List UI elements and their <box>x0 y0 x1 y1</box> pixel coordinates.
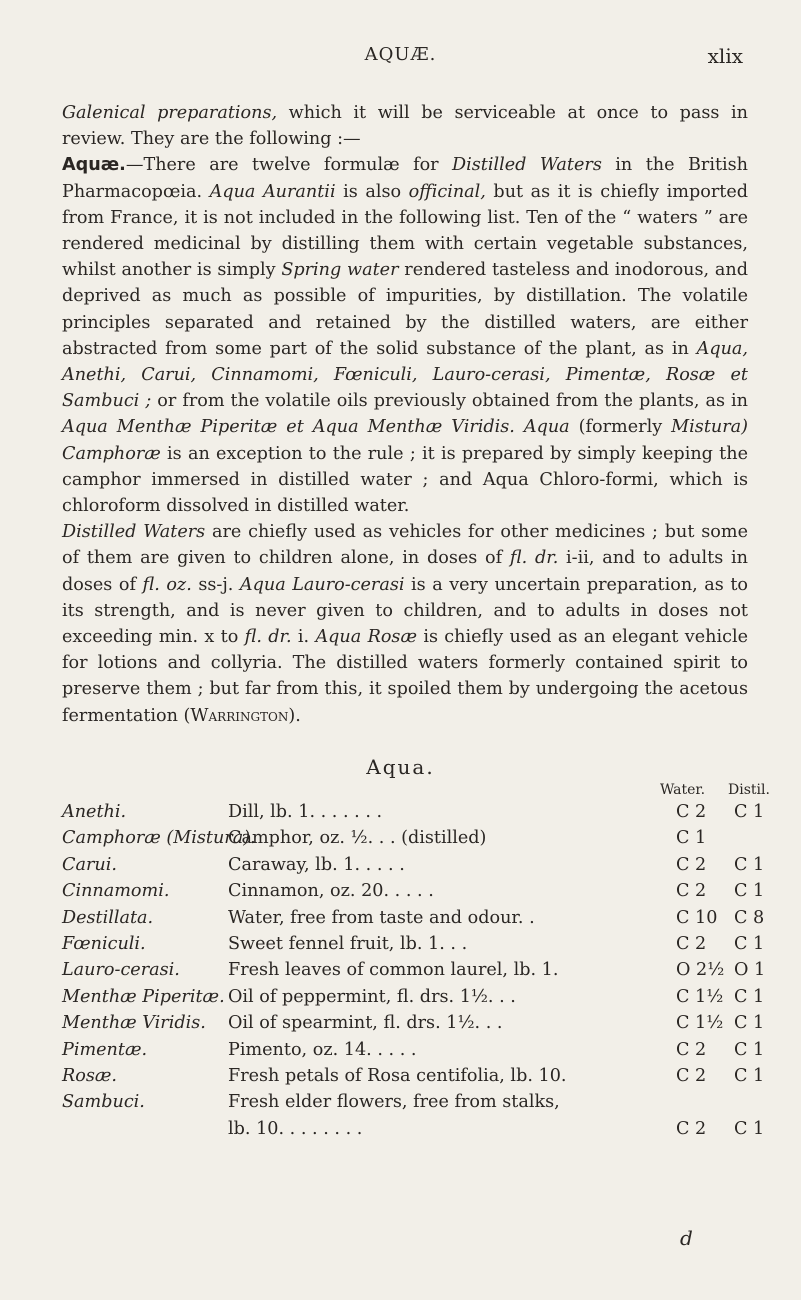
text-span: (formerly <box>569 417 672 438</box>
distil-amount-cell: O 1 <box>734 960 766 981</box>
table-row <box>0 881 801 907</box>
column-header-water: Water. <box>660 782 706 798</box>
italic-span: Aqua, Anethi, Carui, Cinnamomi, Fœniculi, Lauro-cerasi, Pimentæ, Rosæ et Sambuci ; <box>62 338 748 412</box>
description-cell: Fresh petals of Rosa centifolia, lb. 10. <box>228 1066 567 1086</box>
table-row <box>0 802 801 828</box>
water-amount-cell: C 1½ <box>676 1013 724 1034</box>
italic-span: Aqua Rosæ <box>315 627 417 648</box>
italic-span: officinal, <box>408 181 486 202</box>
distil-amount-cell: C 1 <box>734 1039 765 1060</box>
table-row <box>0 1013 801 1039</box>
column-header-distil: Distil. <box>728 782 770 798</box>
table-row <box>0 855 801 881</box>
text-span: but as it is chiefly imported from France, it is not included in the following list. Ten of the “ waters ” are rendered medicinal by distilling them with certain vegetable substances, whilst another is simply <box>62 181 748 281</box>
description-cell: Fresh leaves of common laurel, lb. 1. <box>228 960 559 981</box>
paragraph-intro <box>62 100 748 152</box>
latin-name-cell: Carui. <box>62 854 117 875</box>
table-row <box>0 934 801 960</box>
text-span: rendered tasteless and inodorous, and deprived as much as possible of impurities, by distillation. The volatile principles separated and retained by the distilled waters, are either abstracted from some part of the solid substance of the plant, as in <box>62 260 748 359</box>
text-span: ss-j. <box>191 574 240 595</box>
description-cell: Dill, lb. 1. . . . . . . <box>228 802 383 822</box>
distil-amount-cell: C 1 <box>734 1013 765 1034</box>
table-row <box>0 828 801 854</box>
water-amount-cell: C 2 <box>676 881 707 902</box>
water-amount-cell: C 2 <box>676 1066 707 1086</box>
running-header <box>0 44 801 74</box>
italic-span: Spring water <box>281 260 399 281</box>
latin-name-cell: Menthæ Piperitæ. <box>62 986 225 1007</box>
description-cell: lb. 10. . . . . . . . <box>228 1118 363 1139</box>
water-amount-cell: C 10 <box>676 907 718 928</box>
text-span: is a very uncertain preparation, as to its strength, and is never given to children, and to adults in doses not exceeding min. x to <box>62 574 748 648</box>
distil-amount-cell: C 1 <box>734 1066 765 1086</box>
italic-span: fl. dr. <box>509 548 559 569</box>
table-row <box>0 960 801 986</box>
signature-mark: d <box>680 1226 693 1250</box>
description-cell: Camphor, oz. ½. . . (distilled) <box>228 828 487 849</box>
description-cell: Fresh elder flowers, free from stalks, <box>228 1092 560 1113</box>
distil-amount-cell: C 1 <box>734 934 765 954</box>
italic-span: Galenical preparations, <box>62 103 278 123</box>
text-span: i. <box>291 627 316 648</box>
table-row <box>0 1119 801 1145</box>
italic-span: Mistura) Camphoræ <box>62 417 748 464</box>
italic-span: Aqua Lauro-cerasi <box>239 574 405 595</box>
latin-name-cell: Cinnamomi. <box>62 881 170 902</box>
description-cell: Oil of spearmint, fl. drs. 1½. . . <box>228 1013 503 1034</box>
water-amount-cell: C 1 <box>676 828 707 849</box>
latin-name-cell: Rosæ. <box>62 1066 117 1086</box>
description-cell: Oil of peppermint, fl. drs. 1½. . . <box>228 986 516 1007</box>
description-cell: Water, free from taste and odour. . <box>228 907 535 928</box>
latin-name-cell: Anethi. <box>62 802 127 822</box>
table-row <box>0 1066 801 1092</box>
small-caps-span: Warrington <box>190 705 289 726</box>
latin-name-cell: Menthæ Viridis. <box>62 1013 206 1034</box>
table-row <box>0 908 801 934</box>
description-cell: Sweet fennel fruit, lb. 1. . . <box>228 934 468 954</box>
distil-amount-cell: C 1 <box>734 881 765 902</box>
text-span: is an exception to the rule ; it is prepared by simply keeping the camphor immersed in distilled water ; and Aqua Chloro-formi, which is chloroform dissolved in distilled water. <box>62 443 748 517</box>
paragraph-aquae <box>62 152 748 519</box>
distil-amount-cell: C 1 <box>734 1118 765 1139</box>
italic-span: fl. oz. <box>142 574 192 595</box>
body-text <box>62 100 748 729</box>
text-span: are chiefly used as vehicles for other medicines ; but some of them are given to children alone, in doses of <box>62 522 748 569</box>
latin-name-cell: Lauro-cerasi. <box>62 960 180 981</box>
description-cell: Caraway, lb. 1. . . . . <box>228 854 405 875</box>
paragraph-distilled-waters <box>62 519 748 729</box>
latin-name-cell: Destillata. <box>62 907 154 928</box>
italic-span: fl. dr. <box>244 627 292 648</box>
text-span: which it will be serviceable at once to pass in review. They are the following :— <box>62 103 748 150</box>
table-title: Aqua. <box>366 755 435 779</box>
section-lead: Aquæ. <box>62 155 126 176</box>
latin-name-cell: Sambuci. <box>62 1092 145 1113</box>
latin-name-cell: Fœniculi. <box>62 934 146 954</box>
water-amount-cell: C 1½ <box>676 986 724 1007</box>
table-row <box>0 1092 801 1118</box>
text-span: is also <box>335 181 409 202</box>
page-number: xlix <box>707 44 743 68</box>
description-cell: Pimento, oz. 14. . . . . <box>228 1039 417 1060</box>
distil-amount-cell: C 8 <box>734 907 765 928</box>
water-amount-cell: C 2 <box>676 802 707 822</box>
water-amount-cell: C 2 <box>676 934 707 954</box>
latin-name-cell: Pimentæ. <box>62 1039 148 1060</box>
text-span: i-ii, and to adults in doses of <box>62 548 748 595</box>
text-span: is chiefly used as an elegant vehicle for lotions and collyria. The distilled waters formerly contained spirit to preserve them ; but far from this, it spoiled them by undergoing the acetous fermentation ( <box>62 627 748 726</box>
running-title: AQUÆ. <box>364 44 437 65</box>
latin-name-cell: Camphoræ (Mistura). <box>62 828 256 849</box>
distil-amount-cell: C 1 <box>734 802 765 822</box>
text-span: or from the volatile oils previously obtained from the plants, as in <box>151 391 748 412</box>
italic-span: Distilled Waters <box>62 522 206 543</box>
table-row <box>0 987 801 1013</box>
italic-span: Aqua Aurantii <box>209 181 336 202</box>
water-amount-cell: O 2½ <box>676 960 725 981</box>
text-span: ). <box>288 705 301 726</box>
water-amount-cell: C 2 <box>676 854 707 875</box>
text-span: in the British Pharmacopœia. <box>62 155 748 202</box>
water-amount-cell: C 2 <box>676 1118 707 1139</box>
italic-span: Aqua Menthæ Piperitæ et Aqua Menthæ Viridis. Aqua <box>62 417 570 438</box>
description-cell: Cinnamon, oz. 20. . . . . <box>228 881 434 902</box>
text-span: —There are twelve formulæ for <box>125 155 453 176</box>
distil-amount-cell: C 1 <box>734 854 765 875</box>
water-amount-cell: C 2 <box>676 1039 707 1060</box>
italic-span: Distilled Waters <box>452 155 602 176</box>
distil-amount-cell: C 1 <box>734 986 765 1007</box>
table-row <box>0 1040 801 1066</box>
